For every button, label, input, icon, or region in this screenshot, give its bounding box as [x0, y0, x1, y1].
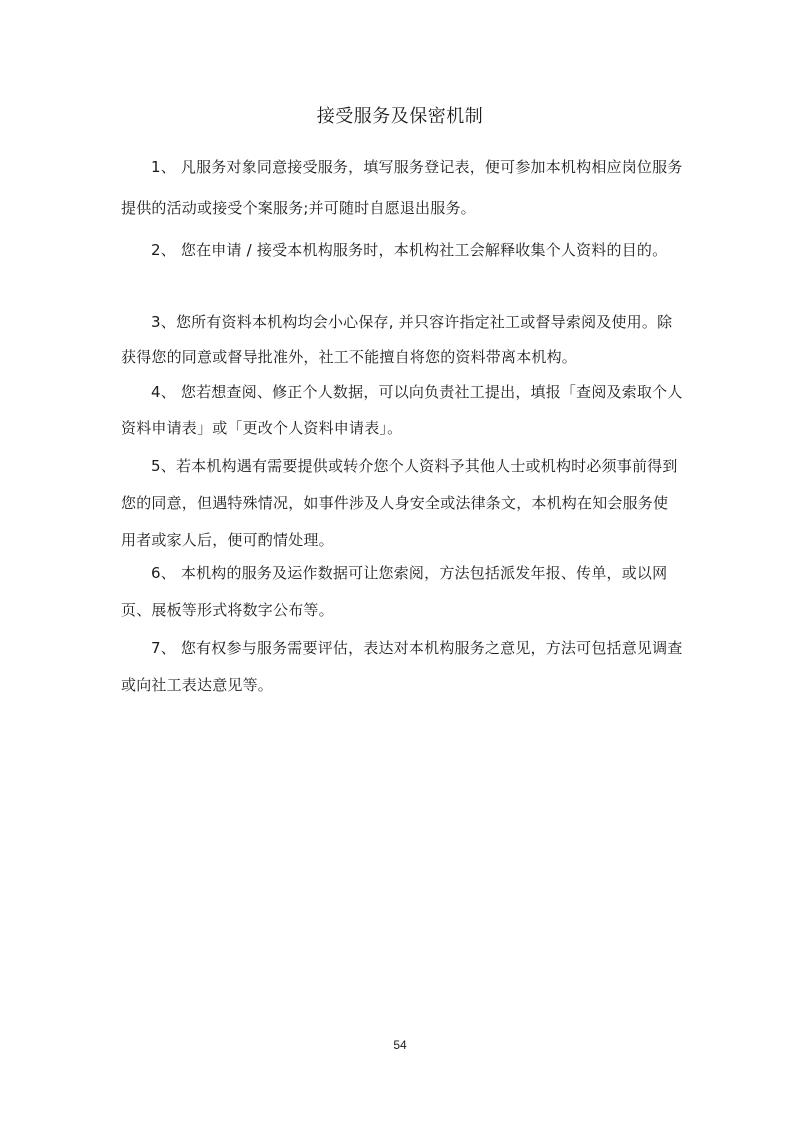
paragraph-7: 7、 您有权参与服务需要评估，表达对本机构服务之意见，方法可包括意见调查或向社工表达意见等。 — [121, 639, 683, 694]
paragraph-6: 6、 本机构的服务及运作数据可让您索阅，方法包括派发年报、传单，或以网页、展板等形式将数字公布等。 — [121, 564, 668, 619]
paragraph-3: 3、您所有资料本机构均会小心保存, 并只容许指定社工或督导索阅及使用。除获得您的同意或督导批准外，社工不能擅自将您的资料带离本机构。 — [121, 313, 673, 366]
page-number: 54 — [393, 1038, 407, 1052]
paragraph-4: 4、 您若想查阅、修正个人数据，可以向负责社工提出，填报「查阅及索取个人资料申请表」或「更改个人资料申请表」。 — [121, 383, 683, 437]
paragraph-5: 5、若本机构遇有需要提供或转介您个人资料予其他人士或机构时必须事前得到您的同意，但遇特殊情况，如事件涉及人身安全或法律条文，本机构在知会服务使用者或家人后，便可酌情处理。 — [121, 457, 678, 549]
document-title: 接受服务及保密机制 — [316, 106, 484, 127]
paragraph-2: 2、 您在申请 / 接受本机构服务时，本机构社工会解释收集个人资料的目的。 — [151, 241, 668, 259]
paragraph-1: 1、 凡服务对象同意接受服务，填写服务登记表，便可参加本机构相应岗位服务提供的活动或接受个案服务;并可随时自愿退出服务。 — [121, 158, 683, 217]
